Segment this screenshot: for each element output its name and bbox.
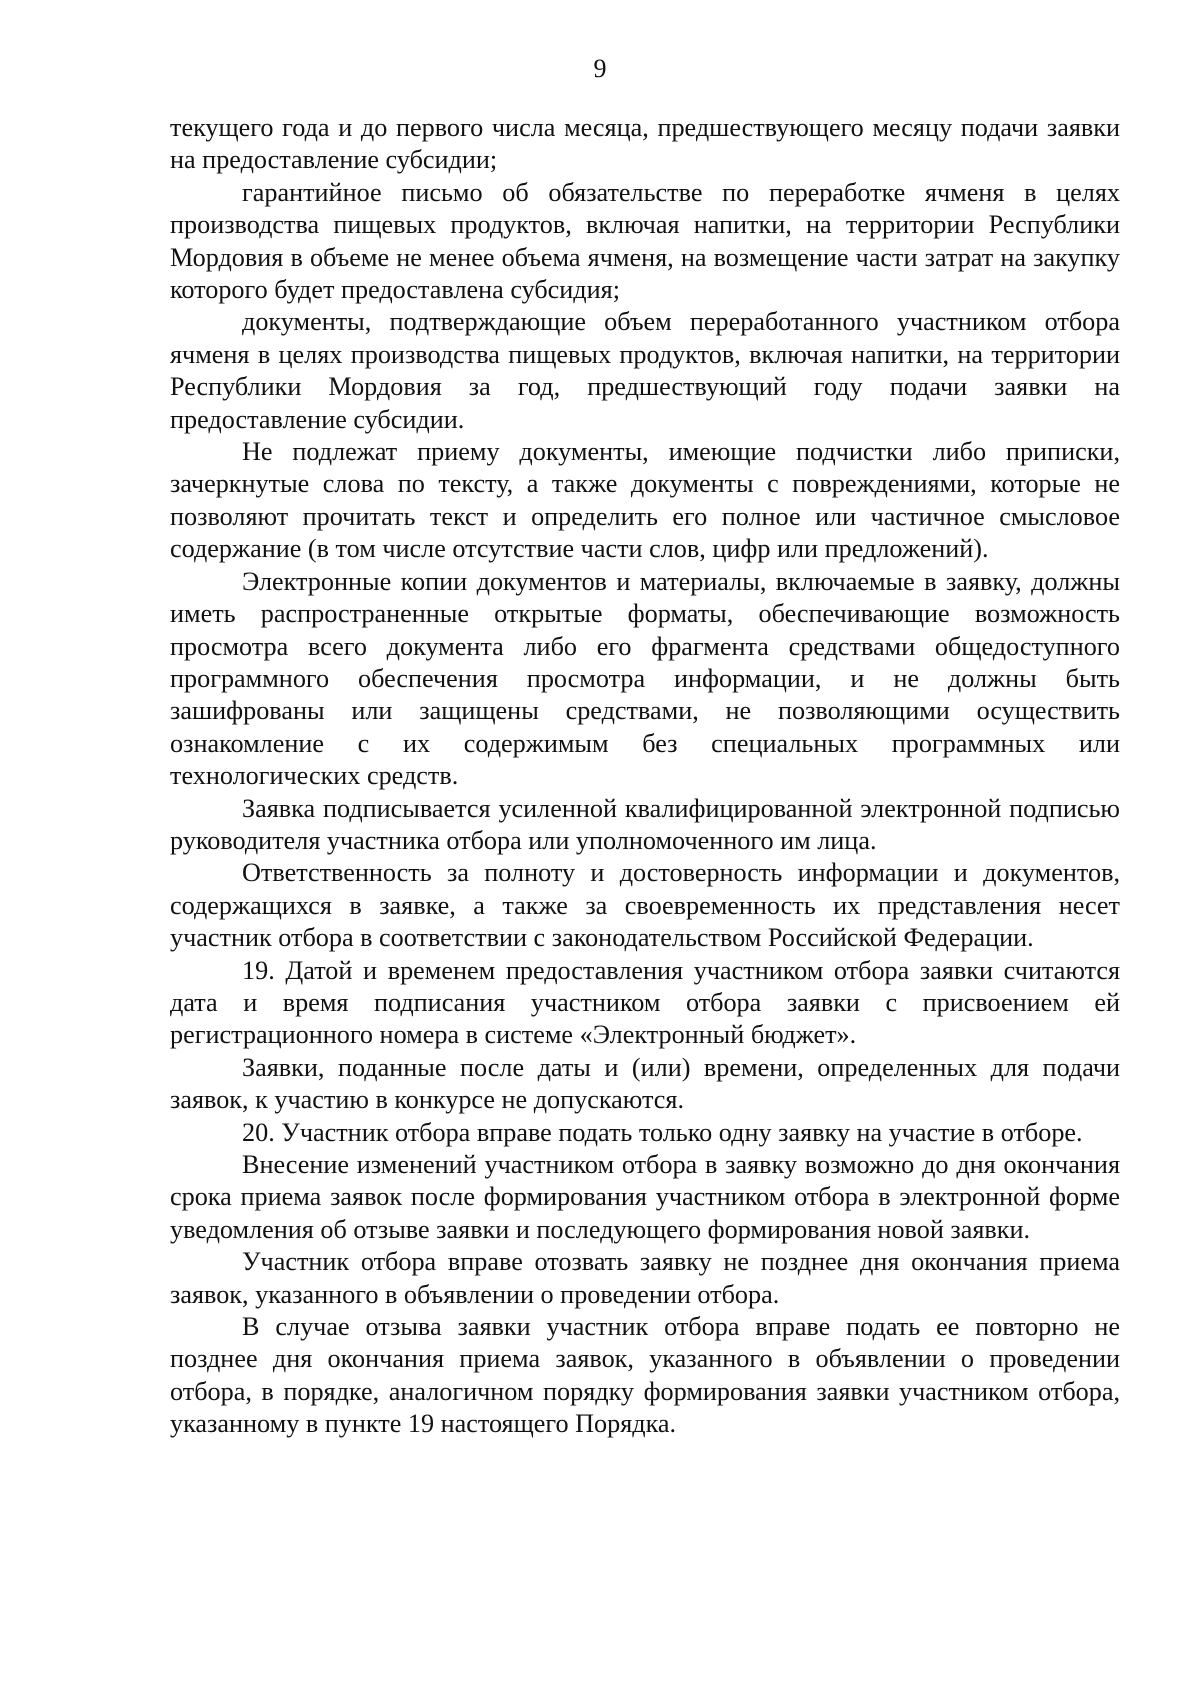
paragraph-processing-documents: документы, подтверждающие объем переработанного участником отбора ячменя в целях производства пищевых продуктов, включая напитки, на территории Республики Мордовия за год, предшествующий году подачи заявки на предоставление субсидии. <box>170 307 1120 434</box>
paragraph-resubmission: В случае отзыва заявки участник отбора вправе подать ее повторно не позднее дня окончания приема заявок, указанного в объявлении о проведении отбора, в порядке, аналогичном порядку формирования заявки участником отбора, указанному в пункте 19 настоящего Порядка. <box>170 1312 1120 1439</box>
paragraph-continuation: текущего года и до первого числа месяца, предшествующего месяцу подачи заявки на предоставление субсидии; <box>170 113 1120 175</box>
paragraph-rejected-documents: Не подлежат приему документы, имеющие подчистки либо приписки, зачеркнутые слова по тексту, а также документы с повреждениями, которые не позволяют прочитать текст и определить его полное или частичное смысловое содержание (в том числе отсутствие части слов, цифр или предложений). <box>170 437 1120 564</box>
page-number: 9 <box>593 54 607 83</box>
paragraph-guarantee-letter: гарантийное письмо об обязательстве по переработке ячменя в целях производства пищевых продуктов, включая напитки, на территории Республики Мордовия в объеме не менее объема ячменя, на возмещение части затрат на закупку которого будет предоставлена субсидия; <box>170 177 1120 305</box>
paragraph-item-19: 19. Датой и временем предоставления участником отбора заявки считаются дата и время подписания участником отбора заявки с присвоением ей регистрационного номера в системе «Электронный бюджет». <box>170 955 1120 1050</box>
paragraph-late-applications: Заявки, поданные после даты и (или) времени, определенных для подачи заявок, к участию в конкурсе не допускаются. <box>170 1052 1120 1115</box>
document-body <box>170 112 1120 1441</box>
paragraph-item-20: 20. Участник отбора вправе подать только одну заявку на участие в отборе. <box>242 1117 1083 1147</box>
paragraph-changes: Внесение изменений участником отбора в заявку возможно до дня окончания срока приема заявок после формирования участником отбора в электронной форме уведомления об отзыве заявки и последующего формирования новой заявки. <box>170 1150 1120 1244</box>
paragraph-withdrawal: Участник отбора вправе отозвать заявку не позднее дня окончания приема заявок, указанного в объявлении о проведении отбора. <box>170 1247 1120 1309</box>
paragraph-responsibility: Ответственность за полноту и достоверность информации и документов, содержащихся в заявке, а также за своевременность их представления несет участник отбора в соответствии с законодательством Российской Федерации. <box>170 858 1120 953</box>
paragraph-signature: Заявка подписывается усиленной квалифицированной электронной подписью руководителя участника отбора или уполномоченного им лица. <box>170 793 1120 855</box>
paragraph-electronic-copies: Электронные копии документов и материалы, включаемые в заявку, должны иметь распространенные открытые форматы, обеспечивающие возможность просмотра всего документа либо его фрагмента средствами общедоступного программного обеспечения просмотра информации, и не должны быть зашифрованы или защищены средствами, не позволяющими осуществить ознакомление с их содержимым без специальных программных или технологических средств. <box>170 566 1120 791</box>
